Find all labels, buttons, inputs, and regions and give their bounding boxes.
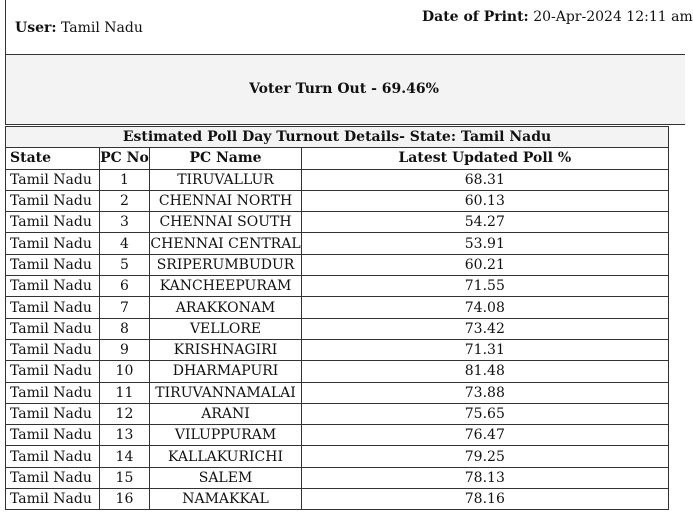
- cell-pc-no: 5: [99, 254, 150, 275]
- cell-pc-no: 11: [99, 382, 150, 403]
- cell-pc-name: CHENNAI SOUTH: [150, 212, 301, 233]
- table-row: [6, 425, 669, 446]
- cell-poll-percent: 73.42: [301, 318, 668, 339]
- cell-pc-no: 3: [99, 212, 150, 233]
- table-row: [6, 361, 669, 382]
- cell-pc-name: NAMAKKAL: [150, 489, 301, 510]
- cell-state: Tamil Nadu: [6, 361, 100, 382]
- table-row: [6, 467, 669, 488]
- voter-turnout-label: Voter Turn Out - 69.46%: [249, 81, 439, 97]
- cell-pc-name: DHARMAPURI: [150, 361, 301, 382]
- cell-state: Tamil Nadu: [6, 233, 100, 254]
- cell-pc-name: SALEM: [150, 467, 301, 488]
- cell-poll-percent: 81.48: [301, 361, 668, 382]
- cell-state: Tamil Nadu: [6, 467, 100, 488]
- cell-state: Tamil Nadu: [6, 212, 100, 233]
- table-row: [6, 233, 669, 254]
- cell-pc-no: 4: [99, 233, 150, 254]
- cell-state: Tamil Nadu: [6, 489, 100, 510]
- table-row: [6, 339, 669, 360]
- cell-poll-percent: 71.31: [301, 339, 668, 360]
- cell-pc-no: 15: [99, 467, 150, 488]
- header-pc-no: PC No: [99, 148, 150, 169]
- table-row: [6, 489, 669, 510]
- user-label: User:: [15, 20, 57, 36]
- cell-pc-name: CHENNAI CENTRAL: [150, 233, 301, 254]
- table-caption: Estimated Poll Day Turnout Details- State: Tamil Nadu: [6, 127, 669, 148]
- cell-pc-name: TIRUVANNAMALAI: [150, 382, 301, 403]
- cell-poll-percent: 60.13: [301, 190, 668, 211]
- cell-poll-percent: 74.08: [301, 297, 668, 318]
- cell-poll-percent: 60.21: [301, 254, 668, 275]
- table-row: [6, 190, 669, 211]
- cell-state: Tamil Nadu: [6, 190, 100, 211]
- cell-poll-percent: 75.65: [301, 403, 668, 424]
- cell-state: Tamil Nadu: [6, 318, 100, 339]
- user-value: Tamil Nadu: [61, 20, 143, 36]
- table-row: [6, 382, 669, 403]
- cell-pc-name: ARAKKONAM: [150, 297, 301, 318]
- cell-pc-no: 12: [99, 403, 150, 424]
- cell-pc-no: 2: [99, 190, 150, 211]
- header-poll-percent: Latest Updated Poll %: [301, 148, 668, 169]
- cell-poll-percent: 78.16: [301, 489, 668, 510]
- table-row: [6, 318, 669, 339]
- cell-pc-no: 16: [99, 489, 150, 510]
- cell-state: Tamil Nadu: [6, 425, 100, 446]
- cell-state: Tamil Nadu: [6, 339, 100, 360]
- cell-pc-no: 8: [99, 318, 150, 339]
- cell-pc-name: ARANI: [150, 403, 301, 424]
- cell-poll-percent: 71.55: [301, 276, 668, 297]
- cell-poll-percent: 54.27: [301, 212, 668, 233]
- cell-state: Tamil Nadu: [6, 297, 100, 318]
- cell-poll-percent: 73.88: [301, 382, 668, 403]
- print-date-label: Date of Print:: [422, 9, 529, 25]
- cell-state: Tamil Nadu: [6, 169, 100, 190]
- table-row: [6, 169, 669, 190]
- print-date-value: 20-Apr-2024 12:11 am: [533, 9, 693, 25]
- cell-pc-no: 14: [99, 446, 150, 467]
- user-info: [15, 20, 143, 36]
- cell-pc-name: CHENNAI NORTH: [150, 190, 301, 211]
- cell-pc-name: KALLAKURICHI: [150, 446, 301, 467]
- print-date-info: [422, 9, 693, 25]
- table-body: [6, 169, 669, 510]
- cell-pc-name: KANCHEEPURAM: [150, 276, 301, 297]
- cell-pc-no: 13: [99, 425, 150, 446]
- table-row: [6, 297, 669, 318]
- cell-pc-no: 10: [99, 361, 150, 382]
- cell-state: Tamil Nadu: [6, 276, 100, 297]
- cell-pc-no: 1: [99, 169, 150, 190]
- cell-pc-name: KRISHNAGIRI: [150, 339, 301, 360]
- table-row: [6, 212, 669, 233]
- cell-poll-percent: 79.25: [301, 446, 668, 467]
- cell-state: Tamil Nadu: [6, 254, 100, 275]
- cell-pc-name: SRIPERUMBUDUR: [150, 254, 301, 275]
- cell-poll-percent: 68.31: [301, 169, 668, 190]
- cell-pc-name: TIRUVALLUR: [150, 169, 301, 190]
- header-state: State: [6, 148, 100, 169]
- cell-state: Tamil Nadu: [6, 446, 100, 467]
- table-row: [6, 446, 669, 467]
- report-header: [5, 0, 693, 54]
- turnout-table: [5, 126, 669, 510]
- cell-pc-no: 6: [99, 276, 150, 297]
- header-pc-name: PC Name: [150, 148, 301, 169]
- table-header-row: [6, 148, 669, 169]
- table-row: [6, 276, 669, 297]
- cell-pc-name: VELLORE: [150, 318, 301, 339]
- cell-poll-percent: 53.91: [301, 233, 668, 254]
- table-row: [6, 254, 669, 275]
- cell-poll-percent: 76.47: [301, 425, 668, 446]
- table-row: [6, 403, 669, 424]
- cell-state: Tamil Nadu: [6, 382, 100, 403]
- cell-poll-percent: 78.13: [301, 467, 668, 488]
- voter-turnout-box: [5, 54, 685, 125]
- cell-pc-no: 7: [99, 297, 150, 318]
- cell-pc-no: 9: [99, 339, 150, 360]
- cell-state: Tamil Nadu: [6, 403, 100, 424]
- cell-pc-name: VILUPPURAM: [150, 425, 301, 446]
